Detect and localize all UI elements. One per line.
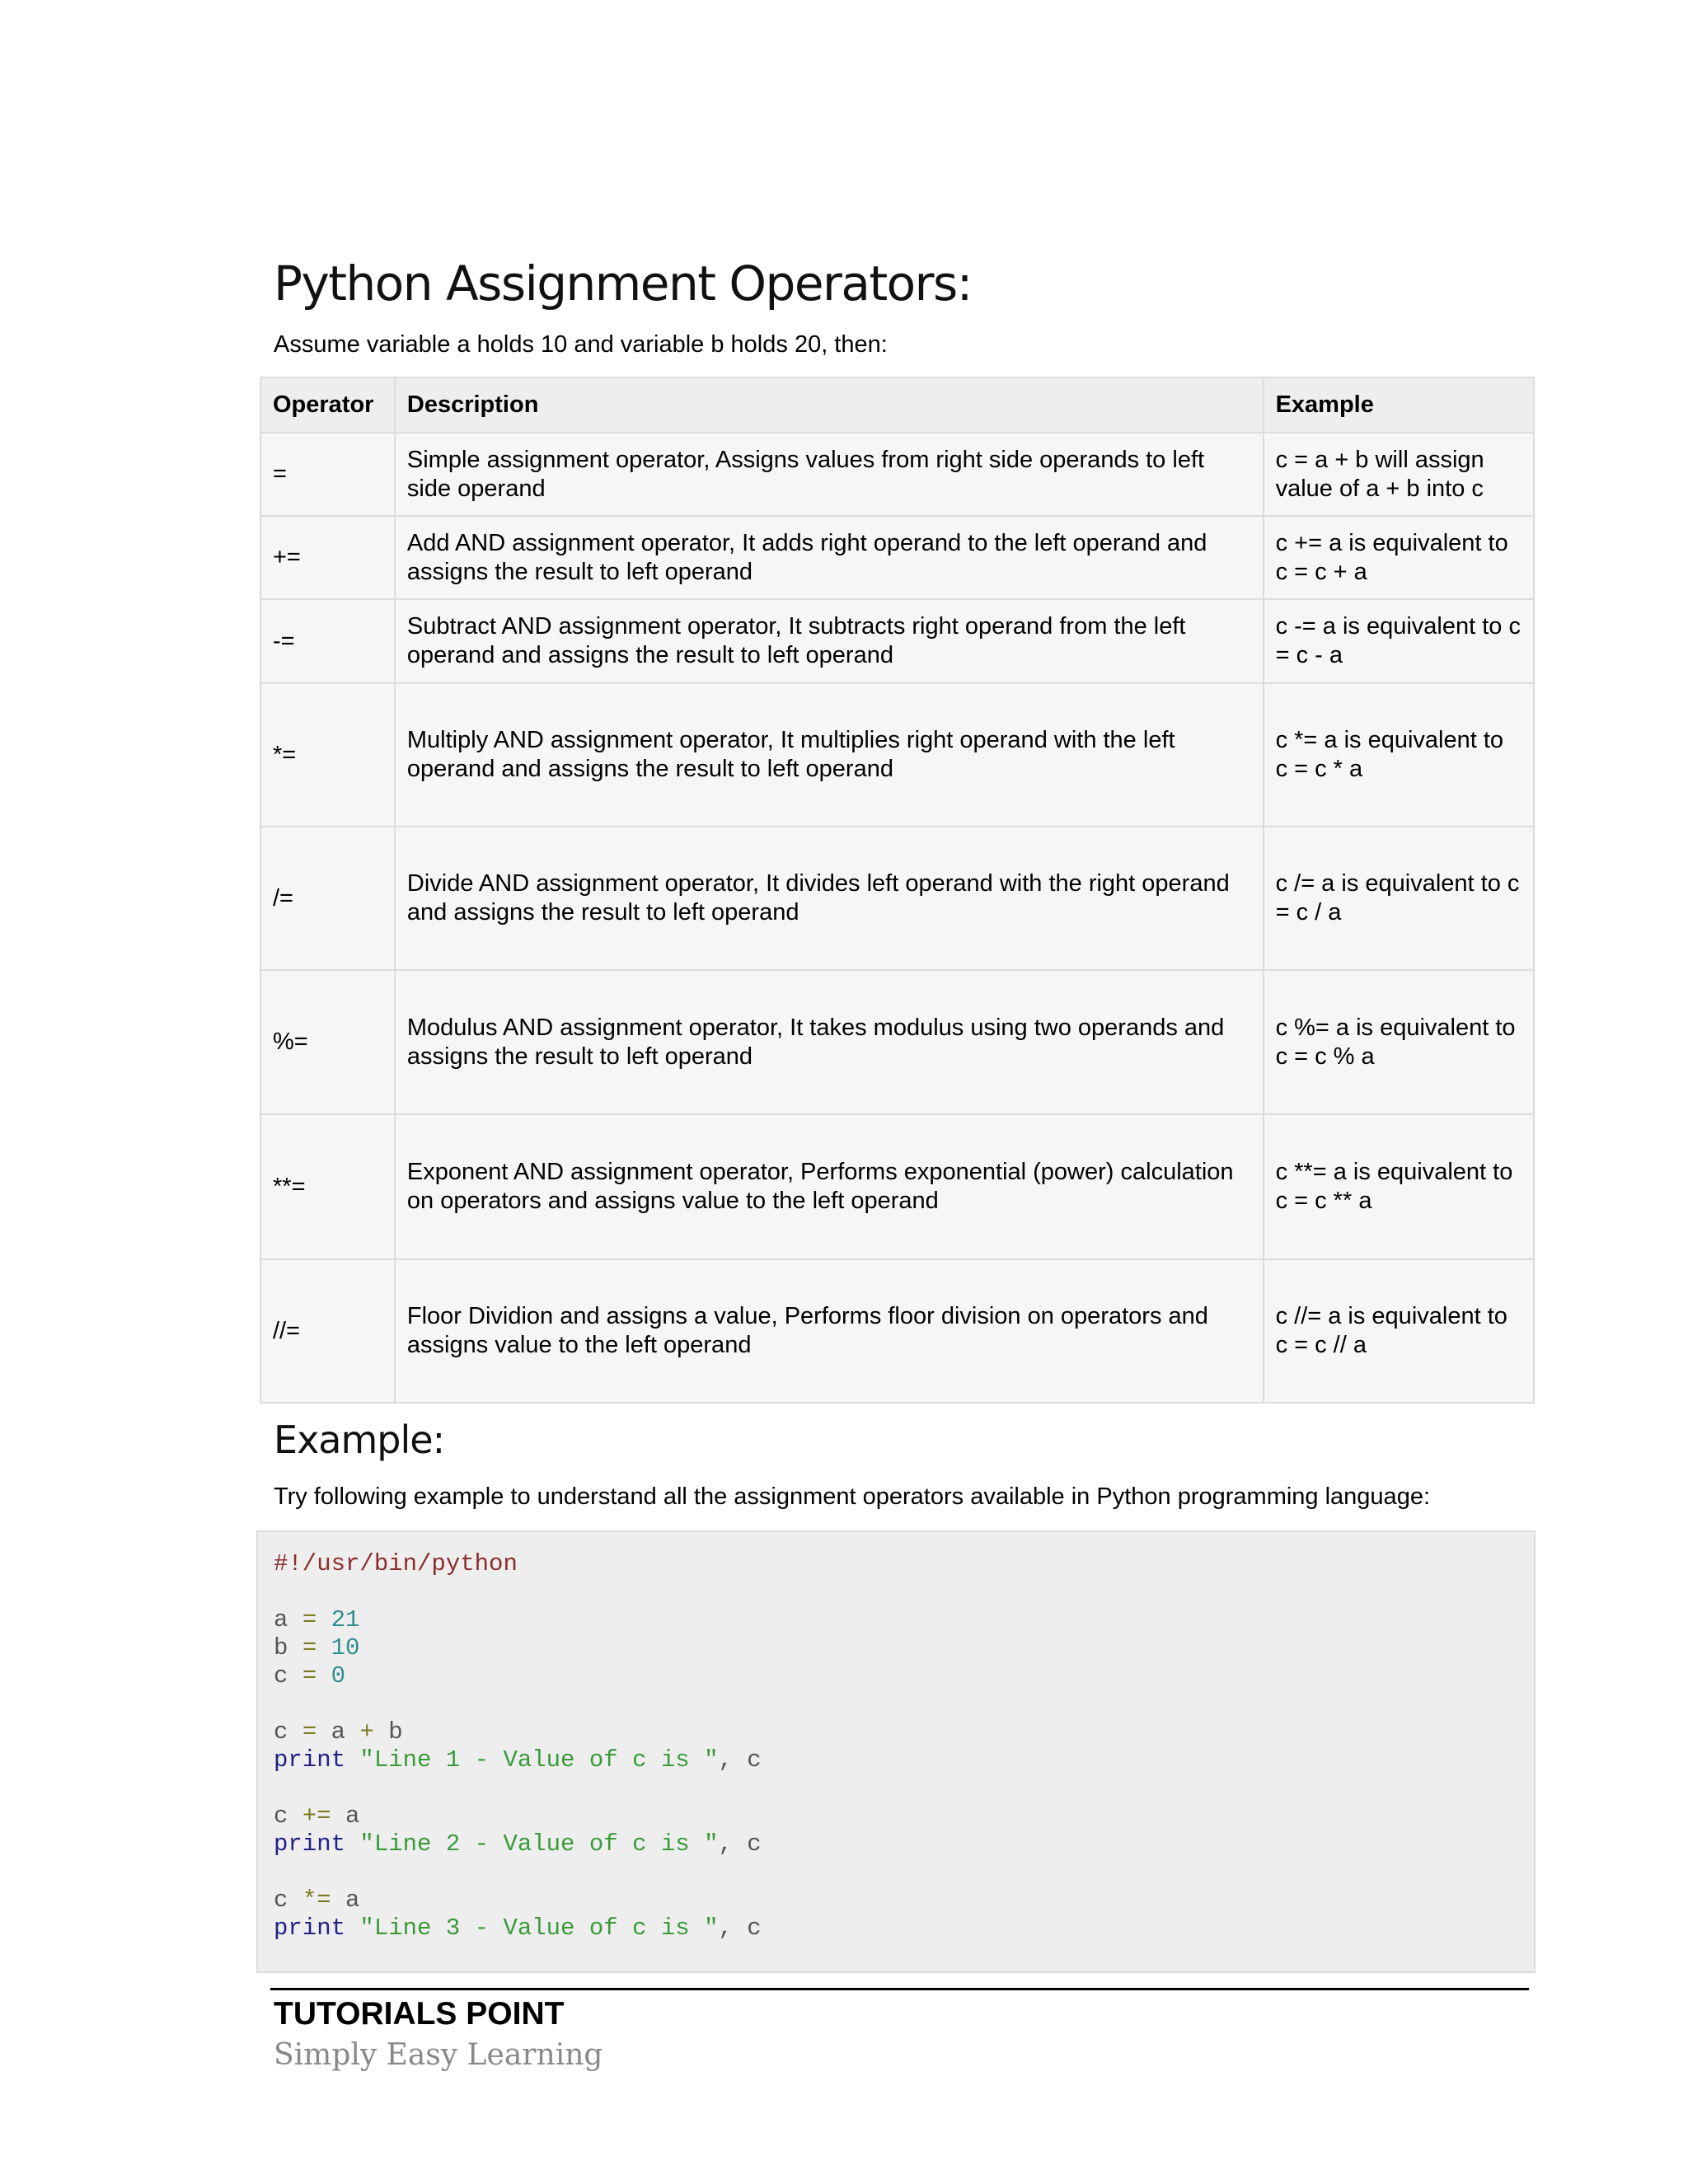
description-cell: Modulus AND assignment operator, It takes modulus using two operands and assigns the result to left operand [395, 970, 1264, 1114]
header-example: Example [1264, 377, 1534, 433]
example-cell: c = a + b will assign value of a + b into c [1264, 433, 1534, 516]
header-operator: Operator [260, 377, 395, 433]
description-cell: Multiply AND assignment operator, It multiplies right operand with the left operand and assigns the result to left operand [395, 683, 1264, 827]
example-cell: c *= a is equivalent to c = c * a [1264, 683, 1534, 827]
operator-cell: *= [260, 683, 395, 827]
code-value-b: 10 [331, 1634, 360, 1661]
footer-tagline: Simply Easy Learning [274, 2038, 603, 2072]
operator-cell: %= [260, 970, 395, 1114]
example-cell: c -= a is equivalent to c = c - a [1264, 599, 1534, 683]
intro-text: Assume variable a holds 10 and variable b holds 20, then: [274, 331, 888, 358]
example-cell: c += a is equivalent to c = c + a [1264, 516, 1534, 599]
description-cell: Add AND assignment operator, It adds right operand to the left operand and assigns the result to left operand [395, 516, 1264, 599]
code-shebang: #!/usr/bin/python [274, 1550, 518, 1577]
code-line: c *= a [274, 1886, 360, 1914]
example-cell: c **= a is equivalent to c = c ** a [1264, 1114, 1534, 1259]
footer-brand: TUTORIALS POINT [274, 1996, 565, 2032]
table-row [260, 970, 1534, 1114]
table-row [260, 516, 1534, 599]
example-cell: c %= a is equivalent to c = c % a [1264, 970, 1534, 1114]
code-line: a = 21 [274, 1606, 360, 1633]
example-cell: c //= a is equivalent to c = c // a [1264, 1259, 1534, 1403]
code-string: "Line 1 - Value of c is " [359, 1746, 719, 1774]
table-row [260, 827, 1534, 970]
code-line: c = a + b [274, 1718, 403, 1746]
code-line-blank [274, 1858, 1534, 1886]
code-keyword: print [274, 1746, 346, 1774]
page-title: Python Assignment Operators: [274, 255, 972, 312]
operator-cell: **= [260, 1114, 395, 1259]
footer-divider [270, 1988, 1529, 1990]
table-header-row [260, 377, 1534, 433]
code-string: "Line 2 - Value of c is " [359, 1830, 719, 1858]
operator-cell: = [260, 433, 395, 516]
description-cell: Subtract AND assignment operator, It subtracts right operand from the left operand and assigns the result to left operand [395, 599, 1264, 683]
operator-cell: //= [260, 1259, 395, 1403]
code-line: print "Line 1 - Value of c is ", c [274, 1746, 762, 1774]
operator-cell: += [260, 516, 395, 599]
code-line: c = 0 [274, 1662, 346, 1690]
header-description: Description [395, 377, 1264, 433]
description-cell: Exponent AND assignment operator, Performs exponential (power) calculation on operators and assigns value to the left operand [395, 1114, 1264, 1259]
code-string: "Line 3 - Value of c is " [359, 1915, 719, 1942]
example-cell: c /= a is equivalent to c = c / a [1264, 827, 1534, 970]
table-row [260, 1114, 1534, 1259]
table-row [260, 683, 1534, 827]
code-value-a: 21 [331, 1606, 360, 1633]
operators-table [260, 377, 1535, 1404]
description-cell: Simple assignment operator, Assigns values from right side operands to left side operand [395, 433, 1264, 516]
code-keyword: print [274, 1915, 346, 1942]
table-row [260, 599, 1534, 683]
table-row [260, 433, 1534, 516]
code-keyword: print [274, 1830, 346, 1858]
description-cell: Divide AND assignment operator, It divides left operand with the right operand and assigns the result to left operand [395, 827, 1264, 970]
operator-cell: -= [260, 599, 395, 683]
table-row [260, 1259, 1534, 1403]
code-line [274, 1550, 1534, 1578]
example-heading: Example: [274, 1418, 445, 1462]
description-cell: Floor Dividion and assigns a value, Performs floor division on operators and assigns value to the left operand [395, 1259, 1264, 1403]
code-line: print "Line 3 - Value of c is ", c [274, 1915, 762, 1942]
example-intro: Try following example to understand all the assignment operators available in Python programming language: [274, 1483, 1431, 1510]
code-line: c += a [274, 1802, 360, 1830]
code-value-c: 0 [331, 1662, 346, 1690]
code-line-blank [274, 1690, 1534, 1718]
operator-cell: /= [260, 827, 395, 970]
code-line: b = 10 [274, 1634, 360, 1661]
code-line-blank [274, 1578, 1534, 1606]
code-block [256, 1530, 1536, 1973]
code-line-blank [274, 1774, 1534, 1802]
code-line: print "Line 2 - Value of c is ", c [274, 1830, 762, 1858]
